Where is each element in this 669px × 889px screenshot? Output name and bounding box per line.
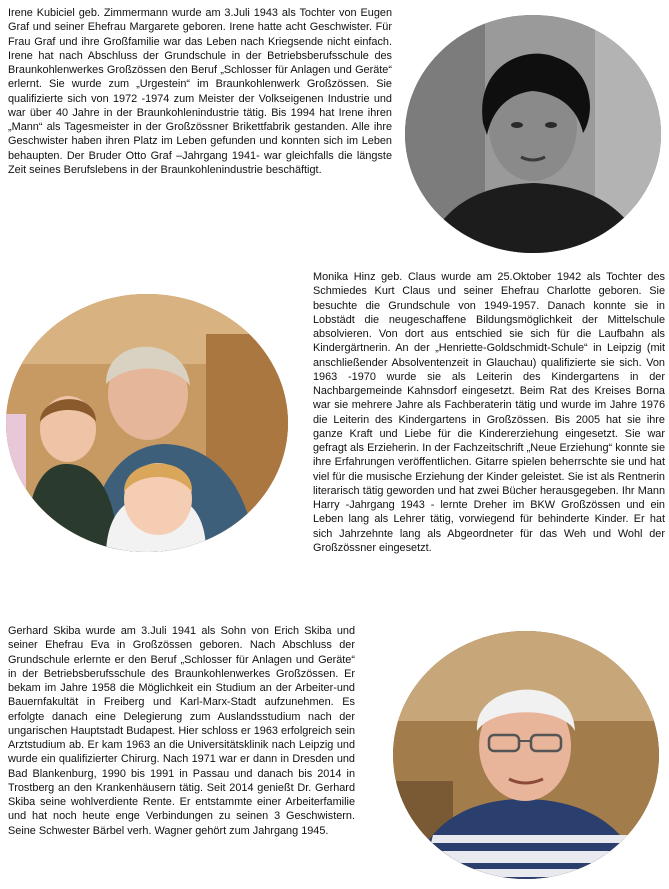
family-photo-monika-image — [6, 294, 288, 552]
bio-gerhard-skiba: Gerhard Skiba wurde am 3.Juli 1941 als Sohn von Erich Skiba und seiner Ehefrau Eva in Großzössen geboren. Nach Abschluss der Grundschule erlernte er den Beruf „Schlosser für Anlagen und Geräte“ in der Betriebsberufsschule des Braunkohlenwerkes Großzössen. Er bekam im Jahre 1958 die Möglichkeit ein Studium an der Arbeiter-und Bauernfakultät in Freiberg und Karl-Marx-Stadt aufzunehmen. Es erfolgte danach eine Delegierung zum Auslandsstudium nach der ungarischen Hauptstadt Budapest. Hier schloss er 1963 erfolgreich sein Arztstudium ab. Er kam 1963 an die Universitätsklinik nach Leipzig und wurde ein qualifizierter Chirurg. Nach 1971 war er dann in Dresden und Bad Blankenburg, 1990 bis 1991 in Passau und danach bis 2014 in Trostberg an den Krankenhäusern tätig. Seit 2014 genießt Dr. Gerhard Skiba seine wohlverdiente Rente. Er entstammte einer Arbeiterfamilie und hat noch heute enge Verbindungen zu seinen 3 Geschwistern. Seine Schwester Bärbel verh. Wagner gehört zum Jahrgang 1945. — [8, 625, 355, 837]
family-photo-monika — [6, 294, 288, 552]
portrait-photo-irene — [405, 15, 661, 253]
portrait-photo-irene-image — [405, 15, 661, 253]
bio-monika-hinz: Monika Hinz geb. Claus wurde am 25.Oktober 1942 als Tochter des Schmiedes Kurt Claus und seiner Ehefrau Charlotte geboren. Sie besuchte die Grundschule von 1949-1957. Danach konnte sie in Lobstädt die neugeschaffene Bildungsmöglichkeit der Mittelschule absolvieren. Von dort aus entschied sie sich für die Laufbahn als Kindergärtnerin. An der „Henriette-Goldschmidt-Schule“ in Leipzig (mit anschließender Absolventenzeit in Glauchau) qualifizierte sie sich. Von 1963 -1970 wurde sie als Leiterin des Kindergartens in der Nachbargemeinde Kahnsdorf eingesetzt. Beim Rat des Kreises Borna war sie mehrere Jahre als Fachberaterin tätig und wurde im Jahre 1976 die Leiterin des Kindergartens in Großzössen. Bis 2005 hat sie ihre ganze Kraft und Liebe für die Kindererziehung eingesetzt. Sie war gefragt als Erzieherin. In der Fachzeitschrift „Neue Erziehung“ konnte sie ihre Erfahrungen veröffentlichen. Gitarre spielen beherrschte sie und hat viel für die musische Erziehung der Kinder geleistet. Sie ist als Rentnerin literarisch tätig geworden und hat zwei Bücher herausgegeben. Ihr Mann Harry -Jahrgang 1943 - lernte Dreher im BKW Großzössen und ein Leben lang als Lehrer tätig, vorwiegend für behinderte Kinder. Er hat sich Jahrzehnte lang als Abgeordneter für das Weh und Wohl der Großzössner eingesetzt. — [313, 271, 665, 554]
bio-irene-kubiciel: Irene Kubiciel geb. Zimmermann wurde am 3.Juli 1943 als Tochter von Eugen Graf und seiner Ehefrau Margarete geboren. Irene hatte acht Geschwister. Für Frau Graf und ihre Großfamilie war das Leben nach Kriegsende nicht einfach. Irene hat nach Abschluss der Grundschule in der Betriebsberufsschule des Braunkohlenwerkes Großzössen den Beruf „Schlosser für Anlagen und Geräte“ erlernt. Sie wurde zum „Urgestein“ im Braunkohlenwerk Großzössen. Sie qualifizierte sich von 1972 -1974 zum Meister der Volkseigenen Industrie und war über 40 Jahre in der Braunkohlenindustrie tätig. Bis 1994 hat Irene ihren „Mann“ als Tagesmeister in der Großzössner Brikettfabrik gestanden. Alle ihre Geschwister haben ihren Platz im Leben gefunden und konnten sich im Leben behaupten. Der Bruder Otto Graf –Jahrgang 1941- war gleichfalls die längste Zeit seines Berufslebens in der Braunkohlenindustrie beschäftigt. — [8, 7, 392, 176]
portrait-photo-gerhard — [393, 631, 659, 879]
portrait-photo-gerhard-image — [393, 631, 659, 879]
